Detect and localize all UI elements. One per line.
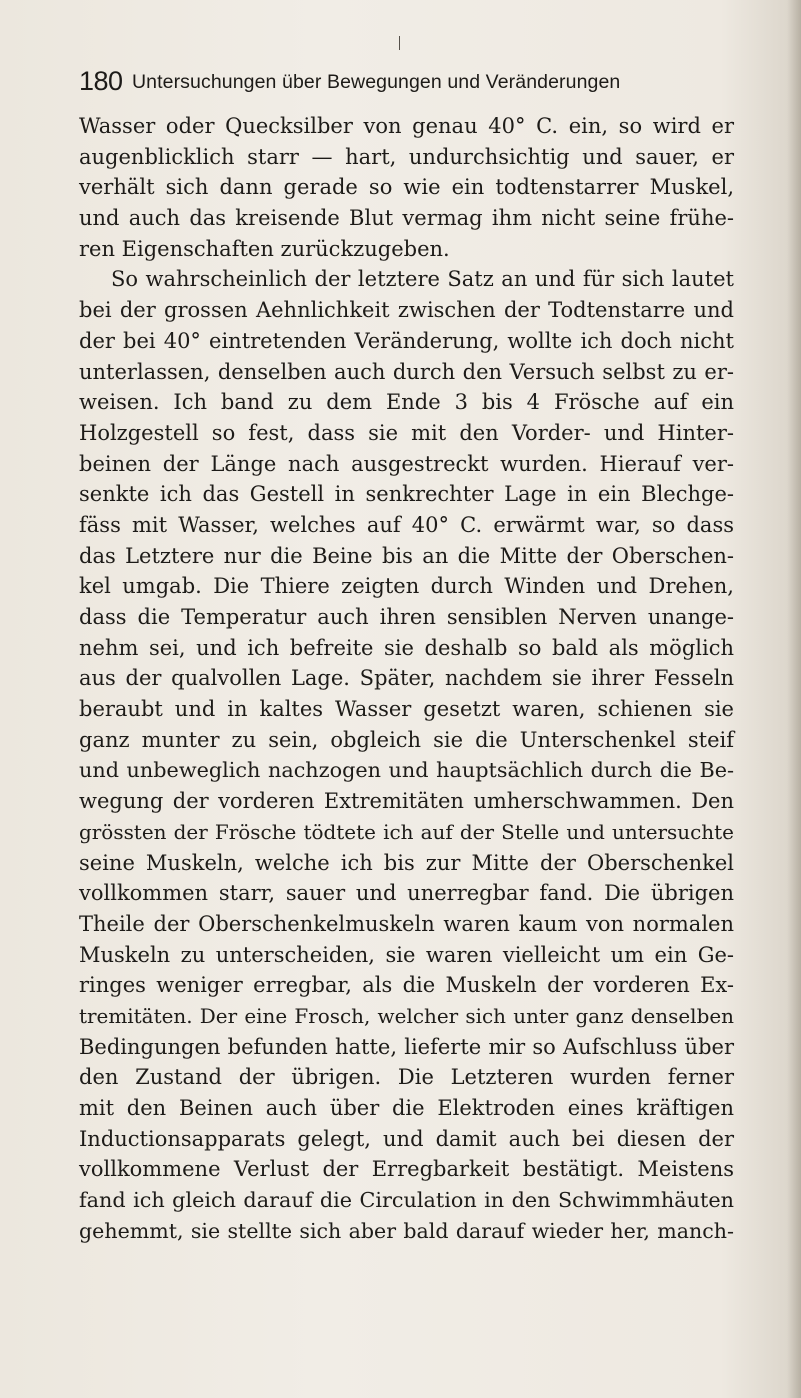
running-title: Untersuchungen über Bewegungen und Veränderungen <box>132 71 621 93</box>
text-line: beraubt und in kaltes Wasser gesetzt waren, schienen sie <box>79 697 734 722</box>
text-line: fäss mit Wasser, welches auf 40° C. erwärmt war, so dass <box>79 512 734 537</box>
page-edge-shadow <box>787 0 801 1398</box>
text-line: So wahrscheinlich der letztere Satz an und für sich lautet <box>111 267 734 292</box>
text-line: dass die Temperatur auch ihren sensiblen Nerven unange- <box>79 605 734 629</box>
text-line: und unbeweglich nachzogen und hauptsächlich durch die Be- <box>79 758 734 783</box>
body-text <box>79 111 734 1246</box>
text-line: grössten der Frösche tödtete ich auf der Stelle und untersuchte <box>79 819 734 844</box>
text-line: Bedingungen befunden hatte, lieferte mir so Aufschluss über <box>79 1034 734 1059</box>
text-line: kel umgab. Die Thiere zeigten durch Winden und Drehen, <box>79 574 734 599</box>
text-line: bei der grossen Aehnlichkeit zwischen der Todtenstarre und <box>79 298 734 323</box>
text-line: vollkommene Verlust der Erregbarkeit bestätigt. Meistens <box>79 1157 734 1182</box>
text-line: weisen. Ich band zu dem Ende 3 bis 4 Frösche auf ein <box>79 390 734 415</box>
printer-mark <box>399 36 400 50</box>
text-line: Muskeln zu unterscheiden, sie waren vielleicht um ein Ge- <box>79 942 734 967</box>
text-line: ren Eigenschaften zurückzugeben. <box>79 236 450 261</box>
text-line: tremitäten. Der eine Frosch, welcher sich unter ganz denselben <box>79 1003 734 1028</box>
text-line: wegung der vorderen Extremitäten umherschwammen. Den <box>79 789 734 814</box>
text-line: seine Muskeln, welche ich bis zur Mitte der Oberschenkel <box>79 850 734 875</box>
text-line: Holzgestell so fest, dass sie mit den Vorder- und Hinter- <box>79 420 734 445</box>
text-line: den Zustand der übrigen. Die Letzteren wurden ferner <box>79 1065 734 1090</box>
text-line: gehemmt, sie stellte sich aber bald darauf wieder her, manch- <box>79 1218 734 1243</box>
text-line: nehm sei, und ich befreite sie deshalb so bald als möglich <box>79 635 734 660</box>
text-line: beinen der Länge nach ausgestreckt wurden. Hierauf ver- <box>79 451 734 476</box>
text-line: Theile der Oberschenkelmuskeln waren kaum von normalen <box>79 911 734 936</box>
text-line: augenblicklich starr — hart, undurchsichtig und sauer, er <box>79 144 734 169</box>
text-line: vollkommen starr, sauer und unerregbar fand. Die übrigen <box>79 881 734 906</box>
text-line: das Letztere nur die Beine bis an die Mitte der Oberschen- <box>79 543 734 568</box>
text-line: verhält sich dann gerade so wie ein todtenstarrer Muskel, <box>79 175 734 200</box>
text-line: Inductionsapparats gelegt, und damit auch bei diesen der <box>79 1126 734 1151</box>
text-line: Wasser oder Quecksilber von genau 40° C. ein, so wird er <box>79 114 734 138</box>
text-line: mit den Beinen auch über die Elektroden eines kräftigen <box>79 1096 734 1120</box>
text-line: der bei 40° eintretenden Veränderung, wollte ich doch nicht <box>79 328 734 353</box>
text-line: und auch das kreisende Blut vermag ihm nicht seine frühe- <box>79 206 734 231</box>
text-line: ringes weniger erregbar, als die Muskeln der vorderen Ex- <box>79 973 734 998</box>
text-line: unterlassen, denselben auch durch den Versuch selbst zu er- <box>79 359 734 384</box>
text-line: senkte ich das Gestell in senkrechter Lage in ein Blechge- <box>79 482 734 507</box>
running-header <box>79 63 719 99</box>
page-number: 180 <box>79 66 123 96</box>
text-line: fand ich gleich darauf die Circulation in den Schwimmhäuten <box>79 1188 734 1213</box>
text-line: ganz munter zu sein, obgleich sie die Unterschenkel steif <box>79 727 734 752</box>
text-line: aus der qualvollen Lage. Später, nachdem sie ihrer Fesseln <box>79 666 734 691</box>
